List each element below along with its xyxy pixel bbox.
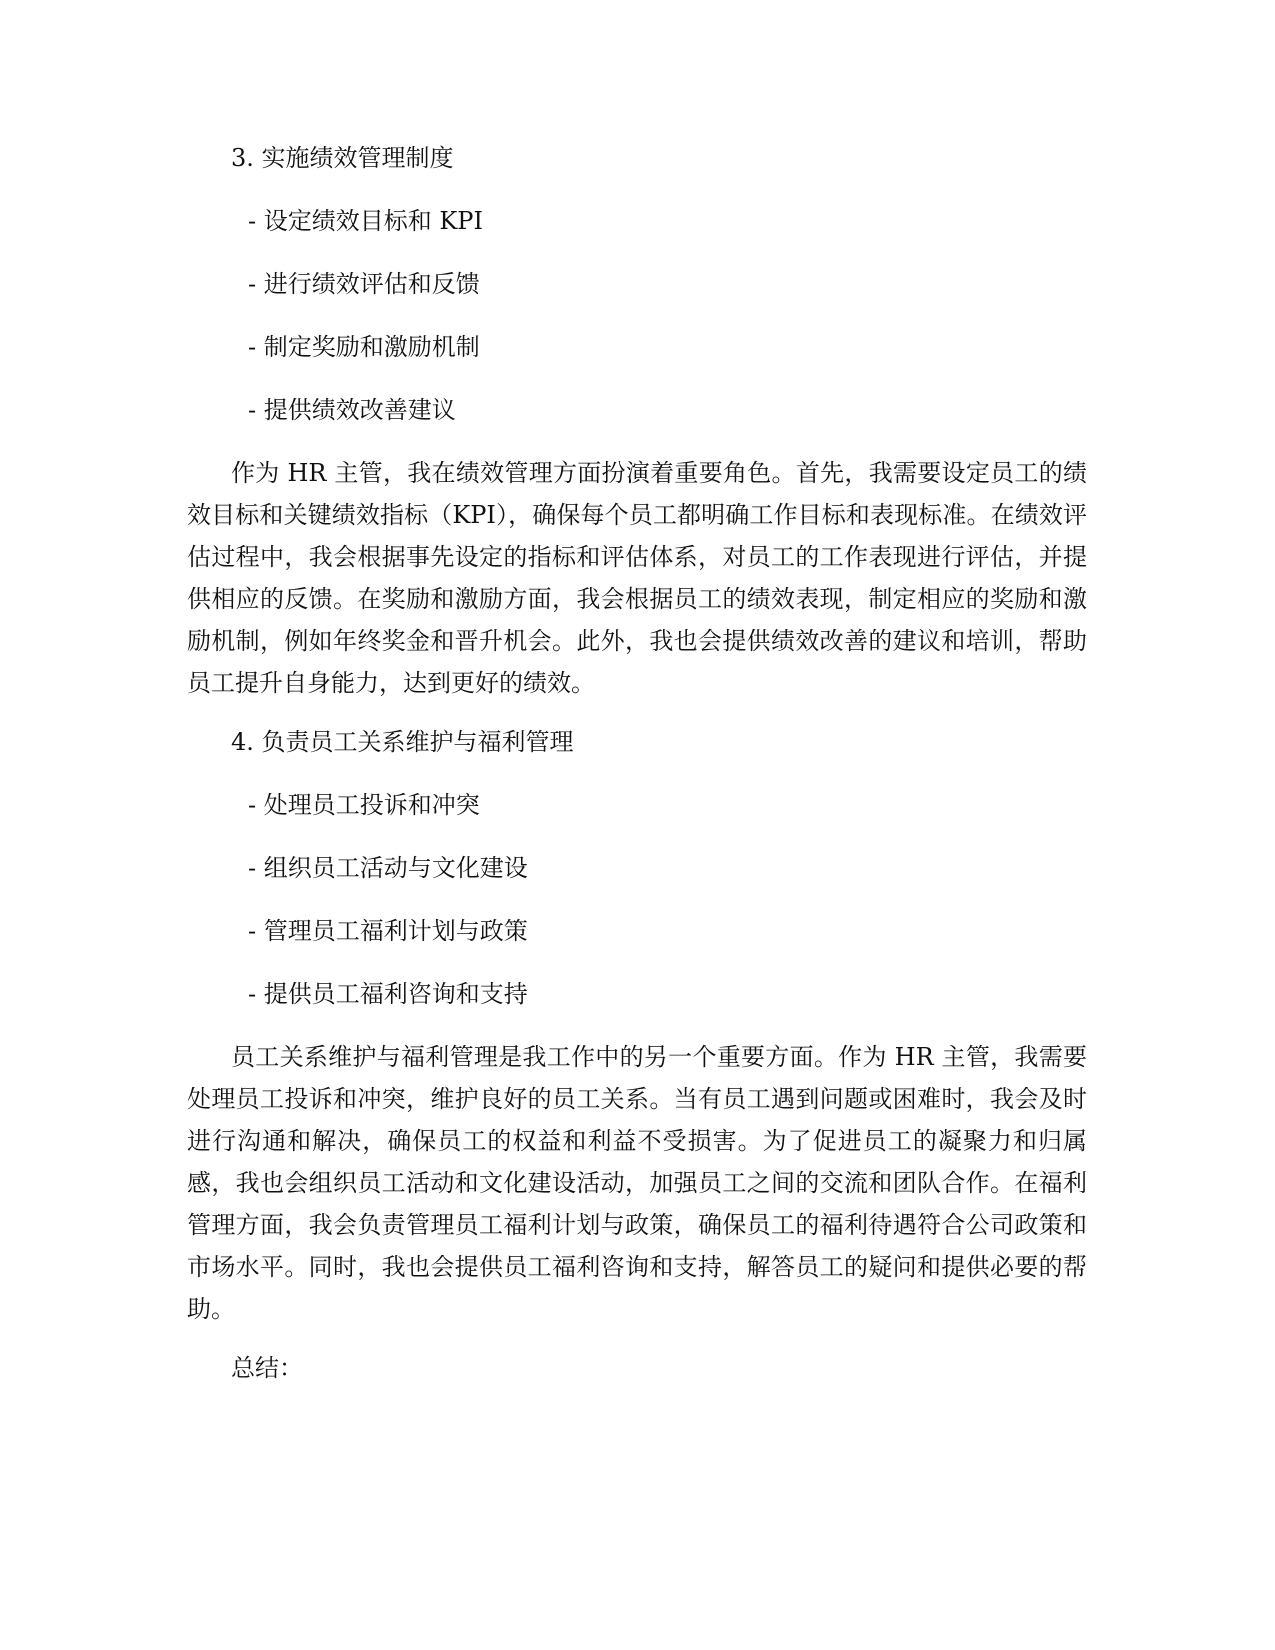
section-4-heading: 4. 负责员工关系维护与福利管理 xyxy=(231,728,574,756)
section-3-item-4: - 提供绩效改善建议 xyxy=(248,396,456,424)
section-4-item-4: - 提供员工福利咨询和支持 xyxy=(248,980,528,1008)
section-3-item-3: - 制定奖励和激励机制 xyxy=(248,333,480,361)
section-4-item-1: - 处理员工投诉和冲突 xyxy=(248,791,480,819)
section-3-item-2: - 进行绩效评估和反馈 xyxy=(248,270,480,298)
section-4-item-2: - 组织员工活动与文化建设 xyxy=(248,854,528,882)
section-3-item-1: - 设定绩效目标和 KPI xyxy=(248,207,483,235)
section-4-item-3: - 管理员工福利计划与政策 xyxy=(248,917,528,945)
section-3-heading: 3. 实施绩效管理制度 xyxy=(231,144,454,172)
section-3-paragraph: 作为 HR 主管，我在绩效管理方面扮演着重要角色。首先，我需要设定员工的绩效目标和关键绩效指标（KPI），确保每个员工都明确工作目标和表现标准。在绩效评估过程中，我会根据事先设定的指标和评估体系，对员工的工作表现进行评估，并提供相应的反馈。在奖励和激励方面，我会根据员工的绩效表现，制定相应的奖励和激励机制，例如年终奖金和晋升机会。此外，我也会提供绩效改善的建议和培训，帮助员工提升自身能力，达到更好的绩效。 xyxy=(187,459,1087,697)
summary-label: 总结： xyxy=(231,1354,303,1382)
section-4-paragraph: 员工关系维护与福利管理是我工作中的另一个重要方面。作为 HR 主管，我需要处理员工投诉和冲突，维护良好的员工关系。当有员工遇到问题或困难时，我会及时进行沟通和解决，确保员工的权益和利益不受损害。为了促进员工的凝聚力和归属感，我也会组织员工活动和文化建设活动，加强员工之间的交流和团队合作。在福利管理方面，我会负责管理员工福利计划与政策，确保员工的福利待遇符合公司政策和市场水平。同时，我也会提供员工福利咨询和支持，解答员工的疑问和提供必要的帮助。 xyxy=(187,1043,1087,1323)
